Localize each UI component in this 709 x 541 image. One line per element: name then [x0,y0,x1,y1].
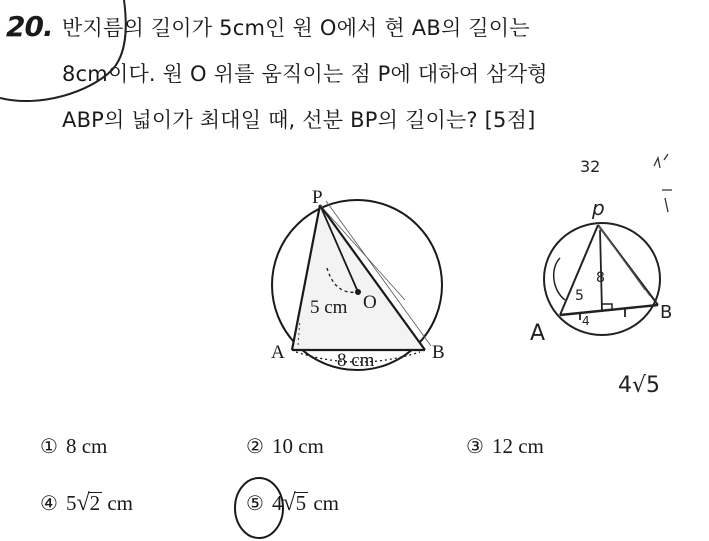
hand-note-455: 4√5 [618,373,661,398]
choice-3-mark: ③ [466,434,484,458]
choice-5-unit: cm [313,491,340,515]
choice-1-text: 8 cm [65,434,108,458]
sqrt-icon: √ [76,490,90,516]
handwritten-sketch [530,154,672,398]
choice-5-coef: 4 [271,491,283,515]
printed-figure [271,187,445,371]
label-chord: 8 cm [337,350,375,371]
sketch-ab [560,305,658,315]
label-b: B [432,342,445,363]
hand-note-4: 4 [582,314,590,328]
label-o: O [363,292,377,313]
hand-scribble-top-right [654,154,672,212]
choice-4-coef: 5 [65,491,77,515]
choice-5 [246,490,339,517]
choice-1-mark: ① [40,434,58,458]
label-p: P [312,187,323,208]
center-dot [355,289,361,295]
hand-note-5: 5 [575,288,584,304]
question-text-line-3: ABP의 넓이가 최대일 때, 선분 BP의 길이는? [5점] [62,108,536,132]
hand-note-32: 32 [580,157,601,176]
hand-note-b: B [660,302,673,323]
handwritten-stroke-top-left [0,0,126,101]
question-number: 20. [6,10,53,43]
hand-note-p: p [592,196,605,220]
label-a: A [271,342,285,363]
choice-2-mark: ② [246,434,264,458]
label-radius: 5 cm [310,297,348,318]
choice-2 [246,434,324,459]
hand-note-a: A [530,321,546,346]
choice-1 [40,434,107,459]
choice-5-mark: ⑤ [246,491,264,515]
choice-3 [466,434,544,459]
choice-4-mark: ④ [40,491,58,515]
hand-note-8: 8 [596,270,605,286]
question-text-line-1: 반지름의 길이가 5cm인 원 O에서 현 AB의 길이는 [62,16,530,40]
choice-5-radicand: 5 [295,491,307,515]
sketch-curl [554,258,565,300]
choice-2-text: 10 cm [271,434,324,458]
choice-4-radicand: 2 [89,491,101,515]
choice-4-unit: cm [107,491,134,515]
choice-4 [40,490,133,517]
question-text-line-2: 8cm이다. 원 O 위를 움직이는 점 P에 대하여 삼각형 [62,62,548,86]
triangle-abp-shading [292,205,425,350]
choice-3-text: 12 cm [491,434,544,458]
sqrt-icon: √ [282,490,296,516]
